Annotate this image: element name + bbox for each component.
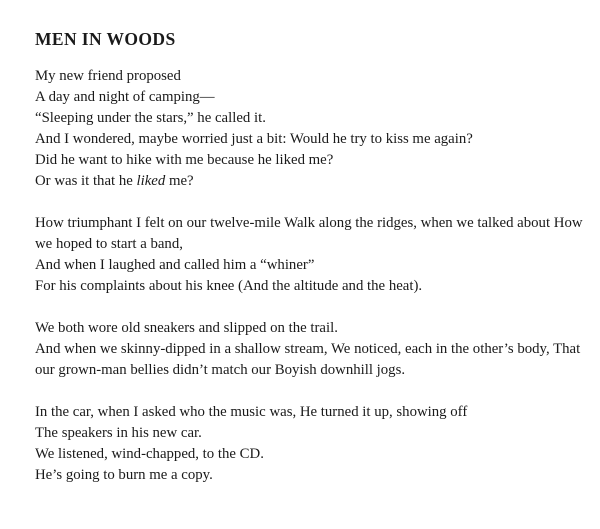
poem-line: “Sleeping under the stars,” he called it. [35, 110, 266, 126]
poem-line: My new friend proposed [35, 68, 181, 84]
poem-line: We both wore old sneakers and slipped on the trail. [35, 320, 338, 336]
poem-line [35, 171, 590, 192]
stanza-4 [35, 402, 590, 486]
poem-line-text: Or was it that he [35, 173, 137, 189]
poem-line: The speakers in his new car. [35, 425, 202, 441]
poem-line: And when I laughed and called him a “whiner” [35, 257, 315, 273]
poem-line: And I wondered, maybe worried just a bit: Would he try to kiss me again? [35, 131, 473, 147]
stanza-3 [35, 318, 590, 381]
poem-line: How triumphant I felt on our twelve-mile Walk along the ridges, when we talked about How we hoped to start a band, [35, 215, 583, 252]
poem-line: In the car, when I asked who the music was, He turned it up, showing off [35, 404, 468, 420]
poem-line: For his complaints about his knee (And the altitude and the heat). [35, 278, 423, 294]
poem-line: We listened, wind-chapped, to the CD. [35, 446, 264, 462]
stanza-1 [35, 66, 590, 192]
poem-line-text: me? [165, 173, 194, 189]
poem-page [35, 28, 590, 507]
poem-line: He’s going to burn me a copy. [35, 467, 213, 483]
stanza-2 [35, 213, 590, 297]
poem-line: Did he want to hike with me because he liked me? [35, 152, 334, 168]
poem-line: And when we skinny-dipped in a shallow stream, We noticed, each in the other’s body, That our grown-man bellies didn’t match our Boyish downhill jogs. [35, 341, 581, 378]
poem-line: A day and night of camping— [35, 89, 215, 105]
poem-title: MEN IN WOODS [35, 29, 176, 49]
emphasized-word: liked [136, 173, 166, 189]
